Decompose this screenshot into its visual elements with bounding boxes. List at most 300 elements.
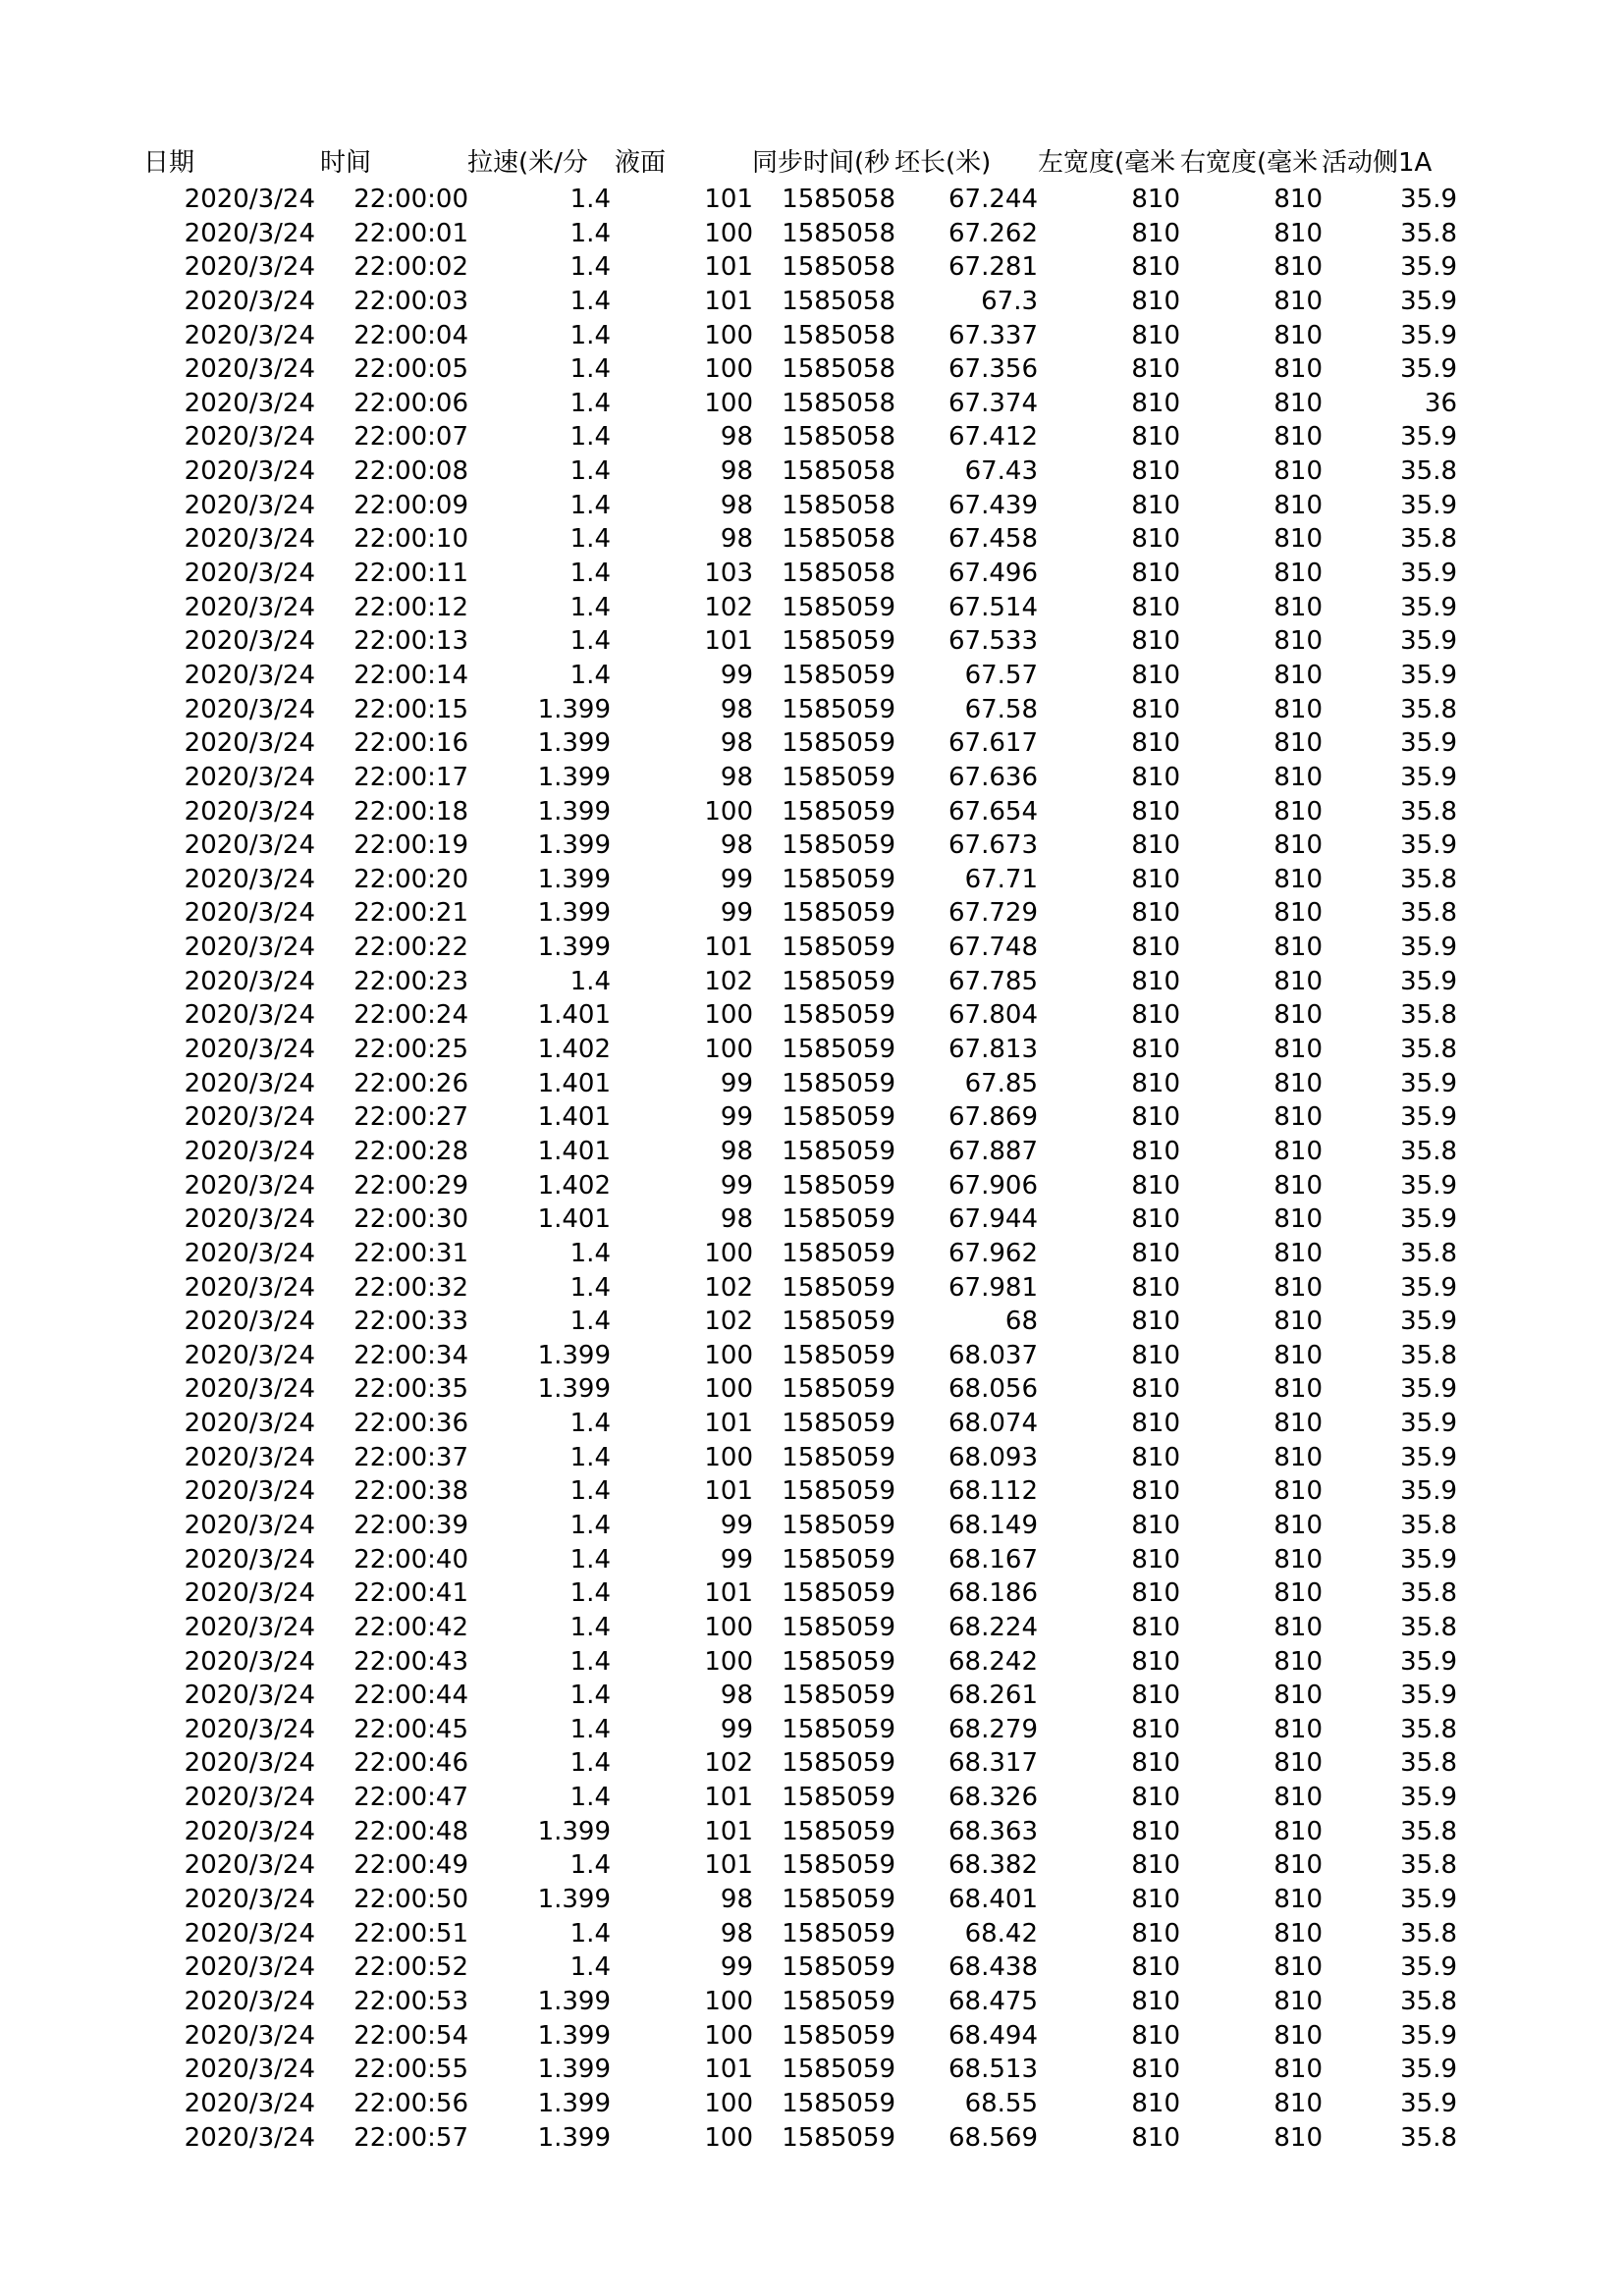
- cell-left-width: 810: [1131, 1136, 1180, 1166]
- cell-right-width: 810: [1273, 1510, 1323, 1540]
- cell-sync-time: 1585059: [782, 898, 895, 929]
- cell-right-width: 810: [1273, 252, 1323, 283]
- cell-sync-time: 1585058: [782, 490, 895, 520]
- cell-liquid-level: 99: [720, 898, 753, 929]
- cell-liquid-level: 99: [720, 1952, 753, 1983]
- cell-casting-speed: 1.399: [537, 898, 611, 929]
- cell-liquid-level: 100: [704, 1238, 753, 1268]
- cell-casting-speed: 1.399: [537, 2088, 611, 2118]
- column-header-time: 时间: [320, 148, 372, 178]
- cell-time: 22:00:49: [353, 1850, 468, 1881]
- cell-active-side-1a: 35.9: [1400, 490, 1457, 520]
- cell-date: 2020/3/24: [184, 1238, 315, 1268]
- cell-casting-speed: 1.399: [537, 1986, 611, 2016]
- cell-time: 22:00:45: [353, 1714, 468, 1744]
- cell-left-width: 810: [1131, 1578, 1180, 1609]
- table-row: [143, 557, 1469, 591]
- table-row: [143, 387, 1469, 421]
- cell-sync-time: 1585059: [782, 864, 895, 894]
- cell-left-width: 810: [1131, 1374, 1180, 1405]
- cell-right-width: 810: [1273, 1170, 1323, 1201]
- cell-left-width: 810: [1131, 456, 1180, 487]
- cell-date: 2020/3/24: [184, 286, 315, 316]
- table-row: [143, 1372, 1469, 1407]
- cell-slab-length: 68.494: [948, 2020, 1038, 2051]
- cell-active-side-1a: 35.8: [1400, 1578, 1457, 1609]
- cell-slab-length: 67.748: [948, 933, 1038, 963]
- cell-left-width: 810: [1131, 1681, 1180, 1711]
- cell-liquid-level: 98: [720, 1918, 753, 1949]
- cell-time: 22:00:24: [353, 1000, 468, 1031]
- cell-sync-time: 1585059: [782, 1918, 895, 1949]
- cell-time: 22:00:52: [353, 1952, 468, 1983]
- cell-time: 22:00:56: [353, 2088, 468, 2118]
- cell-right-width: 810: [1273, 2122, 1323, 2153]
- cell-casting-speed: 1.399: [537, 1885, 611, 1915]
- cell-time: 22:00:22: [353, 933, 468, 963]
- cell-liquid-level: 100: [704, 1646, 753, 1677]
- cell-date: 2020/3/24: [184, 422, 315, 453]
- cell-right-width: 810: [1273, 796, 1323, 827]
- cell-active-side-1a: 35.8: [1400, 898, 1457, 929]
- cell-liquid-level: 102: [704, 1748, 753, 1779]
- cell-casting-speed: 1.4: [569, 490, 611, 520]
- cell-active-side-1a: 35.9: [1400, 1170, 1457, 1201]
- cell-slab-length: 68.149: [948, 1510, 1038, 1540]
- cell-left-width: 810: [1131, 1068, 1180, 1098]
- table-row: [143, 352, 1469, 387]
- cell-right-width: 810: [1273, 422, 1323, 453]
- cell-sync-time: 1585059: [782, 728, 895, 759]
- cell-liquid-level: 99: [720, 1068, 753, 1098]
- cell-casting-speed: 1.4: [569, 388, 611, 418]
- cell-time: 22:00:55: [353, 2055, 468, 2085]
- cell-date: 2020/3/24: [184, 1307, 315, 1337]
- cell-right-width: 810: [1273, 660, 1323, 690]
- cell-active-side-1a: 35.8: [1400, 1850, 1457, 1881]
- cell-date: 2020/3/24: [184, 2055, 315, 2085]
- cell-time: 22:00:54: [353, 2020, 468, 2051]
- table-row: [143, 1781, 1469, 1815]
- cell-liquid-level: 101: [704, 933, 753, 963]
- table-row: [143, 761, 1469, 795]
- cell-right-width: 810: [1273, 830, 1323, 861]
- cell-sync-time: 1585058: [782, 524, 895, 555]
- cell-right-width: 810: [1273, 1000, 1323, 1031]
- cell-liquid-level: 99: [720, 1170, 753, 1201]
- cell-time: 22:00:15: [353, 694, 468, 724]
- cell-liquid-level: 102: [704, 1307, 753, 1337]
- cell-time: 22:00:21: [353, 898, 468, 929]
- cell-left-width: 810: [1131, 1748, 1180, 1779]
- cell-date: 2020/3/24: [184, 1952, 315, 1983]
- cell-sync-time: 1585059: [782, 1952, 895, 1983]
- cell-left-width: 810: [1131, 1170, 1180, 1201]
- cell-casting-speed: 1.4: [569, 966, 611, 996]
- cell-liquid-level: 100: [704, 2122, 753, 2153]
- cell-active-side-1a: 35.8: [1400, 694, 1457, 724]
- cell-left-width: 810: [1131, 354, 1180, 385]
- cell-slab-length: 67.804: [948, 1000, 1038, 1031]
- cell-casting-speed: 1.399: [537, 933, 611, 963]
- cell-slab-length: 68.401: [948, 1885, 1038, 1915]
- cell-time: 22:00:28: [353, 1136, 468, 1166]
- cell-slab-length: 67.281: [948, 252, 1038, 283]
- cell-date: 2020/3/24: [184, 626, 315, 657]
- cell-time: 22:00:10: [353, 524, 468, 555]
- cell-casting-speed: 1.399: [537, 864, 611, 894]
- cell-active-side-1a: 35.9: [1400, 728, 1457, 759]
- cell-sync-time: 1585059: [782, 626, 895, 657]
- cell-left-width: 810: [1131, 2020, 1180, 2051]
- cell-liquid-level: 100: [704, 2088, 753, 2118]
- cell-time: 22:00:53: [353, 1986, 468, 2016]
- table-row: [143, 217, 1469, 251]
- cell-date: 2020/3/24: [184, 728, 315, 759]
- cell-left-width: 810: [1131, 1544, 1180, 1575]
- cell-casting-speed: 1.4: [569, 1748, 611, 1779]
- table-row: [143, 1339, 1469, 1373]
- cell-slab-length: 67.981: [948, 1272, 1038, 1303]
- table-row: [143, 2087, 1469, 2121]
- cell-sync-time: 1585059: [782, 762, 895, 792]
- cell-right-width: 810: [1273, 559, 1323, 589]
- cell-liquid-level: 98: [720, 456, 753, 487]
- cell-left-width: 810: [1131, 864, 1180, 894]
- cell-active-side-1a: 35.8: [1400, 1136, 1457, 1166]
- cell-liquid-level: 100: [704, 1000, 753, 1031]
- cell-liquid-level: 98: [720, 1885, 753, 1915]
- cell-active-side-1a: 35.9: [1400, 1885, 1457, 1915]
- cell-left-width: 810: [1131, 1204, 1180, 1235]
- cell-left-width: 810: [1131, 1612, 1180, 1642]
- cell-date: 2020/3/24: [184, 1544, 315, 1575]
- cell-left-width: 810: [1131, 2055, 1180, 2085]
- cell-sync-time: 1585059: [782, 1850, 895, 1881]
- cell-date: 2020/3/24: [184, 2088, 315, 2118]
- cell-liquid-level: 100: [704, 320, 753, 350]
- cell-casting-speed: 1.401: [537, 1136, 611, 1166]
- cell-slab-length: 68.242: [948, 1646, 1038, 1677]
- cell-slab-length: 68.42: [964, 1918, 1038, 1949]
- cell-active-side-1a: 35.9: [1400, 830, 1457, 861]
- cell-slab-length: 68.326: [948, 1783, 1038, 1813]
- cell-sync-time: 1585059: [782, 1307, 895, 1337]
- cell-slab-length: 67.962: [948, 1238, 1038, 1268]
- cell-right-width: 810: [1273, 524, 1323, 555]
- column-header-liquid-level: 液面: [615, 148, 667, 178]
- table-row: [143, 420, 1469, 454]
- cell-time: 22:00:05: [353, 354, 468, 385]
- cell-time: 22:00:50: [353, 1885, 468, 1915]
- cell-casting-speed: 1.4: [569, 422, 611, 453]
- table-row: [143, 1271, 1469, 1306]
- cell-left-width: 810: [1131, 1442, 1180, 1472]
- cell-right-width: 810: [1273, 1578, 1323, 1609]
- cell-active-side-1a: 35.9: [1400, 185, 1457, 214]
- cell-slab-length: 68.261: [948, 1681, 1038, 1711]
- table-row: [143, 1202, 1469, 1237]
- cell-active-side-1a: 35.8: [1400, 796, 1457, 827]
- cell-left-width: 810: [1131, 830, 1180, 861]
- cell-right-width: 810: [1273, 933, 1323, 963]
- cell-casting-speed: 1.4: [569, 1544, 611, 1575]
- cell-liquid-level: 101: [704, 1578, 753, 1609]
- table-row: [143, 1815, 1469, 1849]
- cell-slab-length: 67.636: [948, 762, 1038, 792]
- cell-casting-speed: 1.4: [569, 1646, 611, 1677]
- cell-right-width: 810: [1273, 1952, 1323, 1983]
- cell-left-width: 810: [1131, 1307, 1180, 1337]
- cell-left-width: 810: [1131, 1035, 1180, 1065]
- cell-casting-speed: 1.4: [569, 524, 611, 555]
- cell-liquid-level: 100: [704, 388, 753, 418]
- cell-time: 22:00:46: [353, 1748, 468, 1779]
- cell-casting-speed: 1.4: [569, 559, 611, 589]
- cell-time: 22:00:40: [353, 1544, 468, 1575]
- cell-active-side-1a: 35.9: [1400, 1646, 1457, 1677]
- cell-time: 22:00:16: [353, 728, 468, 759]
- cell-left-width: 810: [1131, 1238, 1180, 1268]
- cell-sync-time: 1585058: [782, 218, 895, 248]
- cell-casting-speed: 1.399: [537, 796, 611, 827]
- column-header-date: 日期: [143, 148, 195, 178]
- cell-active-side-1a: 35.8: [1400, 1816, 1457, 1846]
- cell-sync-time: 1585059: [782, 1035, 895, 1065]
- cell-casting-speed: 1.401: [537, 1000, 611, 1031]
- cell-left-width: 810: [1131, 1510, 1180, 1540]
- cell-left-width: 810: [1131, 796, 1180, 827]
- cell-liquid-level: 99: [720, 1510, 753, 1540]
- cell-left-width: 810: [1131, 320, 1180, 350]
- cell-sync-time: 1585059: [782, 1238, 895, 1268]
- table-row: [143, 931, 1469, 965]
- cell-time: 22:00:32: [353, 1272, 468, 1303]
- cell-slab-length: 67.944: [948, 1204, 1038, 1235]
- cell-active-side-1a: 35.9: [1400, 592, 1457, 622]
- cell-right-width: 810: [1273, 1986, 1323, 2016]
- cell-casting-speed: 1.4: [569, 1918, 611, 1949]
- cell-sync-time: 1585059: [782, 1442, 895, 1472]
- cell-right-width: 810: [1273, 1102, 1323, 1133]
- cell-date: 2020/3/24: [184, 1783, 315, 1813]
- cell-liquid-level: 100: [704, 1612, 753, 1642]
- cell-right-width: 810: [1273, 864, 1323, 894]
- cell-casting-speed: 1.401: [537, 1068, 611, 1098]
- cell-active-side-1a: 35.8: [1400, 1340, 1457, 1370]
- cell-time: 22:00:30: [353, 1204, 468, 1235]
- cell-right-width: 810: [1273, 2020, 1323, 2051]
- cell-casting-speed: 1.399: [537, 762, 611, 792]
- cell-active-side-1a: 35.9: [1400, 1442, 1457, 1472]
- cell-time: 22:00:35: [353, 1374, 468, 1405]
- cell-date: 2020/3/24: [184, 592, 315, 622]
- cell-casting-speed: 1.399: [537, 728, 611, 759]
- table-row: [143, 795, 1469, 829]
- cell-date: 2020/3/24: [184, 354, 315, 385]
- cell-left-width: 810: [1131, 2088, 1180, 2118]
- cell-date: 2020/3/24: [184, 796, 315, 827]
- cell-slab-length: 68.112: [948, 1476, 1038, 1507]
- table-row: [143, 1645, 1469, 1680]
- cell-right-width: 810: [1273, 1035, 1323, 1065]
- cell-date: 2020/3/24: [184, 830, 315, 861]
- cell-time: 22:00:08: [353, 456, 468, 487]
- cell-sync-time: 1585059: [782, 1409, 895, 1439]
- cell-active-side-1a: 35.8: [1400, 1918, 1457, 1949]
- table-row: [143, 522, 1469, 557]
- cell-date: 2020/3/24: [184, 388, 315, 418]
- cell-sync-time: 1585058: [782, 354, 895, 385]
- cell-slab-length: 67.3: [981, 286, 1038, 316]
- cell-slab-length: 67.617: [948, 728, 1038, 759]
- cell-left-width: 810: [1131, 1409, 1180, 1439]
- cell-sync-time: 1585059: [782, 694, 895, 724]
- cell-right-width: 810: [1273, 1850, 1323, 1881]
- cell-slab-length: 68.167: [948, 1544, 1038, 1575]
- cell-time: 22:00:23: [353, 966, 468, 996]
- cell-time: 22:00:41: [353, 1578, 468, 1609]
- cell-active-side-1a: 35.9: [1400, 1204, 1457, 1235]
- cell-slab-length: 67.654: [948, 796, 1038, 827]
- cell-time: 22:00:26: [353, 1068, 468, 1098]
- cell-left-width: 810: [1131, 2122, 1180, 2153]
- cell-active-side-1a: 35.9: [1400, 1102, 1457, 1133]
- cell-liquid-level: 100: [704, 1986, 753, 2016]
- cell-liquid-level: 101: [704, 185, 753, 214]
- cell-slab-length: 67.533: [948, 626, 1038, 657]
- cell-left-width: 810: [1131, 185, 1180, 214]
- cell-active-side-1a: 35.8: [1400, 1986, 1457, 2016]
- cell-date: 2020/3/24: [184, 1681, 315, 1711]
- cell-liquid-level: 101: [704, 626, 753, 657]
- cell-time: 22:00:19: [353, 830, 468, 861]
- cell-right-width: 810: [1273, 1885, 1323, 1915]
- cell-left-width: 810: [1131, 490, 1180, 520]
- cell-liquid-level: 100: [704, 1374, 753, 1405]
- cell-casting-speed: 1.4: [569, 1681, 611, 1711]
- cell-time: 22:00:18: [353, 796, 468, 827]
- cell-sync-time: 1585059: [782, 1068, 895, 1098]
- cell-active-side-1a: 35.8: [1400, 2122, 1457, 2153]
- cell-time: 22:00:03: [353, 286, 468, 316]
- cell-casting-speed: 1.4: [569, 1714, 611, 1744]
- cell-slab-length: 68: [1004, 1307, 1038, 1337]
- cell-active-side-1a: 35.9: [1400, 762, 1457, 792]
- cell-active-side-1a: 35.9: [1400, 966, 1457, 996]
- cell-liquid-level: 100: [704, 1442, 753, 1472]
- cell-active-side-1a: 35.8: [1400, 1238, 1457, 1268]
- cell-left-width: 810: [1131, 1000, 1180, 1031]
- cell-casting-speed: 1.4: [569, 354, 611, 385]
- cell-sync-time: 1585059: [782, 1000, 895, 1031]
- cell-right-width: 810: [1273, 898, 1323, 929]
- cell-date: 2020/3/24: [184, 1068, 315, 1098]
- cell-date: 2020/3/24: [184, 456, 315, 487]
- cell-casting-speed: 1.399: [537, 1816, 611, 1846]
- cell-left-width: 810: [1131, 694, 1180, 724]
- cell-liquid-level: 99: [720, 1714, 753, 1744]
- cell-right-width: 810: [1273, 694, 1323, 724]
- table-row: [143, 1237, 1469, 1271]
- cell-sync-time: 1585059: [782, 660, 895, 690]
- cell-right-width: 810: [1273, 1612, 1323, 1642]
- cell-slab-length: 67.43: [964, 456, 1038, 487]
- cell-left-width: 810: [1131, 218, 1180, 248]
- cell-liquid-level: 99: [720, 1544, 753, 1575]
- cell-date: 2020/3/24: [184, 1748, 315, 1779]
- cell-active-side-1a: 35.9: [1400, 1272, 1457, 1303]
- cell-slab-length: 68.55: [964, 2088, 1038, 2118]
- table-row: [143, 1067, 1469, 1101]
- cell-slab-length: 68.382: [948, 1850, 1038, 1881]
- cell-date: 2020/3/24: [184, 694, 315, 724]
- table-row: [143, 1169, 1469, 1203]
- table-row: [143, 1543, 1469, 1577]
- cell-right-width: 810: [1273, 1307, 1323, 1337]
- cell-active-side-1a: 35.9: [1400, 559, 1457, 589]
- cell-active-side-1a: 35.8: [1400, 1510, 1457, 1540]
- cell-left-width: 810: [1131, 388, 1180, 418]
- table-row: [143, 1474, 1469, 1509]
- cell-sync-time: 1585059: [782, 1170, 895, 1201]
- cell-sync-time: 1585059: [782, 1748, 895, 1779]
- cell-casting-speed: 1.399: [537, 830, 611, 861]
- table-row: [143, 1679, 1469, 1713]
- cell-slab-length: 68.569: [948, 2122, 1038, 2153]
- column-header-casting-speed: 拉速(米/分: [467, 148, 588, 178]
- cell-time: 22:00:12: [353, 592, 468, 622]
- cell-liquid-level: 98: [720, 1204, 753, 1235]
- column-header-slab-length: 坯长(米): [894, 148, 992, 178]
- cell-date: 2020/3/24: [184, 1885, 315, 1915]
- cell-left-width: 810: [1131, 660, 1180, 690]
- table-row: [143, 1509, 1469, 1543]
- cell-liquid-level: 103: [704, 559, 753, 589]
- cell-date: 2020/3/24: [184, 1409, 315, 1439]
- column-header-sync-time: 同步时间(秒: [752, 148, 891, 178]
- cell-sync-time: 1585059: [782, 1544, 895, 1575]
- cell-time: 22:00:09: [353, 490, 468, 520]
- cell-liquid-level: 100: [704, 1035, 753, 1065]
- table-row: [143, 250, 1469, 285]
- cell-sync-time: 1585058: [782, 388, 895, 418]
- table-row: [143, 591, 1469, 625]
- cell-active-side-1a: 35.9: [1400, 286, 1457, 316]
- cell-liquid-level: 99: [720, 1102, 753, 1133]
- cell-slab-length: 67.458: [948, 524, 1038, 555]
- cell-right-width: 810: [1273, 592, 1323, 622]
- cell-date: 2020/3/24: [184, 1714, 315, 1744]
- cell-right-width: 810: [1273, 1816, 1323, 1846]
- cell-date: 2020/3/24: [184, 218, 315, 248]
- cell-casting-speed: 1.401: [537, 1102, 611, 1133]
- cell-time: 22:00:39: [353, 1510, 468, 1540]
- cell-liquid-level: 98: [720, 422, 753, 453]
- cell-time: 22:00:13: [353, 626, 468, 657]
- cell-slab-length: 68.186: [948, 1578, 1038, 1609]
- cell-slab-length: 67.514: [948, 592, 1038, 622]
- cell-time: 22:00:01: [353, 218, 468, 248]
- cell-left-width: 810: [1131, 1102, 1180, 1133]
- cell-date: 2020/3/24: [184, 1612, 315, 1642]
- cell-casting-speed: 1.4: [569, 218, 611, 248]
- table-row: [143, 1305, 1469, 1339]
- cell-sync-time: 1585059: [782, 933, 895, 963]
- cell-right-width: 810: [1273, 320, 1323, 350]
- cell-liquid-level: 98: [720, 728, 753, 759]
- cell-date: 2020/3/24: [184, 660, 315, 690]
